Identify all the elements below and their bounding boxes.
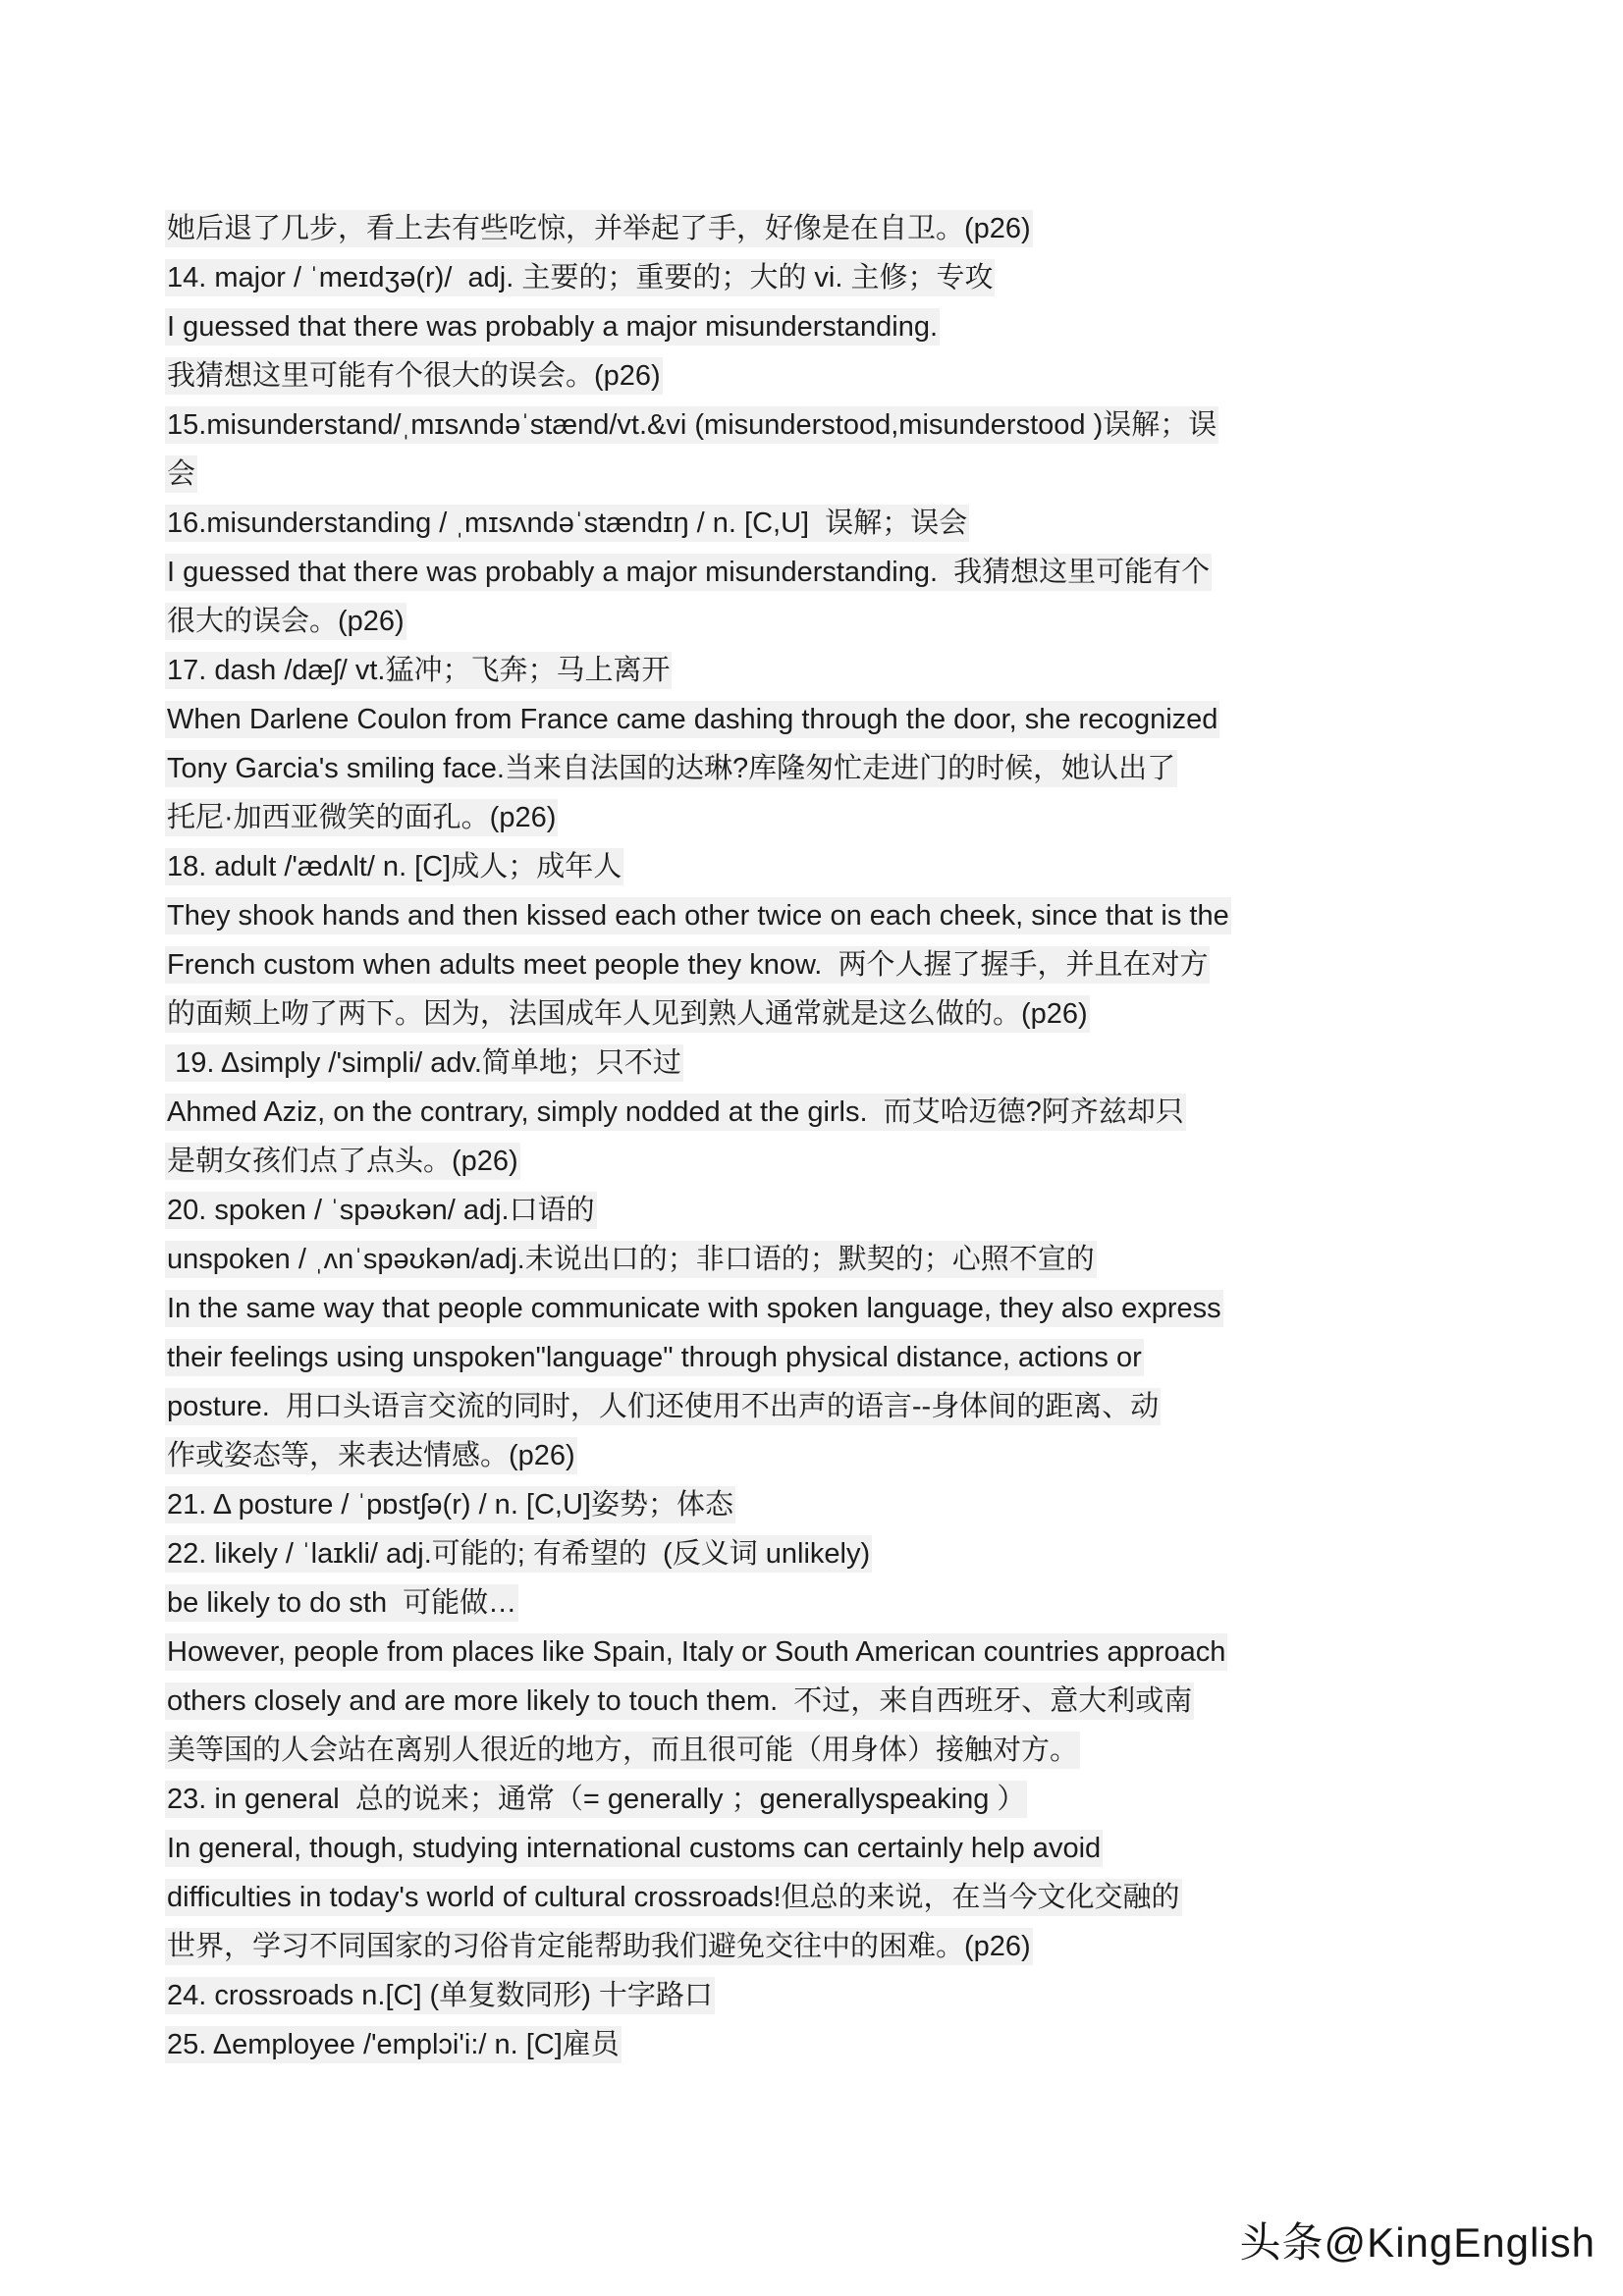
text-line: others closely and are more likely to touch them. 不过，来自西班牙、意大利或南 — [165, 1677, 1476, 1726]
text-line: 25. Δemployee /'emplɔi'i:/ n. [C]雇员 — [165, 2020, 1476, 2069]
text-line: their feelings using unspoken"language" through physical distance, actions or — [165, 1333, 1476, 1382]
text-line: 托尼·加西亚微笑的面孔。(p26) — [165, 793, 1476, 842]
text-line: 她后退了几步，看上去有些吃惊，并举起了手，好像是在自卫。(p26) — [165, 204, 1476, 253]
text-line: 我猜想这里可能有个很大的误会。(p26) — [165, 351, 1476, 400]
text-line: In general, though, studying international customs can certainly help avoid — [165, 1824, 1476, 1873]
text-line: French custom when adults meet people they know. 两个人握了握手，并且在对方 — [165, 940, 1476, 989]
watermark: 头条@KingEnglish — [1239, 2219, 1596, 2266]
text-line: Ahmed Aziz, on the contrary, simply nodded at the girls. 而艾哈迈德?阿齐兹却只 — [165, 1088, 1476, 1137]
text-line: 17. dash /dæʃ/ vt.猛冲；飞奔；马上离开 — [165, 646, 1476, 695]
text-line: difficulties in today's world of cultural crossroads!但总的来说，在当今文化交融的 — [165, 1873, 1476, 1922]
text-line: 14. major / ˈmeɪdʒə(r)/ adj. 主要的；重要的；大的 vi. 主修；专攻 — [165, 253, 1476, 302]
text-line: However, people from places like Spain, Italy or South American countries approach — [165, 1628, 1476, 1677]
text-line: 23. in general 总的说来；通常（= generally ；generallyspeaking ） — [165, 1775, 1476, 1824]
text-line: 16.misunderstanding / ˌmɪsʌndəˈstændɪŋ / n. [C,U] 误解；误会 — [165, 499, 1476, 548]
text-line: 20. spoken / ˈspəʊkən/ adj.口语的 — [165, 1186, 1476, 1235]
text-line: I guessed that there was probably a major misunderstanding. — [165, 302, 1476, 351]
text-line: 24. crossroads n.[C] (单复数同形) 十字路口 — [165, 1971, 1476, 2020]
text-line: 19. Δsimply /'simpli/ adv.简单地；只不过 — [165, 1039, 1476, 1088]
text-line: 21. Δ posture / ˈpɒstʃə(r) / n. [C,U]姿势；体态 — [165, 1480, 1476, 1529]
text-line: 世界，学习不同国家的习俗肯定能帮助我们避免交往中的困难。(p26) — [165, 1922, 1476, 1971]
text-line: 的面颊上吻了两下。因为，法国成年人见到熟人通常就是这么做的。(p26) — [165, 989, 1476, 1039]
text-line: unspoken / ˌʌnˈspəʊkən/adj.未说出口的；非口语的；默契的；心照不宣的 — [165, 1235, 1476, 1284]
text-line: be likely to do sth 可能做… — [165, 1578, 1476, 1628]
text-line: 22. likely / ˈlaɪkli/ adj.可能的; 有希望的 (反义词 unlikely) — [165, 1529, 1476, 1578]
text-line: 是朝女孩们点了点头。(p26) — [165, 1137, 1476, 1186]
text-line: Tony Garcia's smiling face.当来自法国的达琳?库隆匆忙走进门的时候，她认出了 — [165, 744, 1476, 793]
text-line: 作或姿态等，来表达情感。(p26) — [165, 1431, 1476, 1480]
text-line: 美等国的人会站在离别人很近的地方，而且很可能（用身体）接触对方。 — [165, 1726, 1476, 1775]
text-line: posture. 用口头语言交流的同时，人们还使用不出声的语言--身体间的距离、动 — [165, 1382, 1476, 1431]
text-line: 15.misunderstand/ˌmɪsʌndəˈstænd/vt.&vi (misunderstood,misunderstood )误解；误 — [165, 400, 1476, 450]
text-line: When Darlene Coulon from France came dashing through the door, she recognized — [165, 695, 1476, 744]
text-line: 18. adult /'ædʌlt/ n. [C]成人；成年人 — [165, 842, 1476, 891]
text-line: I guessed that there was probably a major misunderstanding. 我猜想这里可能有个 — [165, 548, 1476, 597]
text-line: 很大的误会。(p26) — [165, 597, 1476, 646]
text-line: 会 — [165, 450, 1476, 499]
text-line: In the same way that people communicate with spoken language, they also express — [165, 1284, 1476, 1333]
vocabulary-text-block — [165, 204, 1476, 2069]
text-line: They shook hands and then kissed each other twice on each cheek, since that is the — [165, 891, 1476, 940]
